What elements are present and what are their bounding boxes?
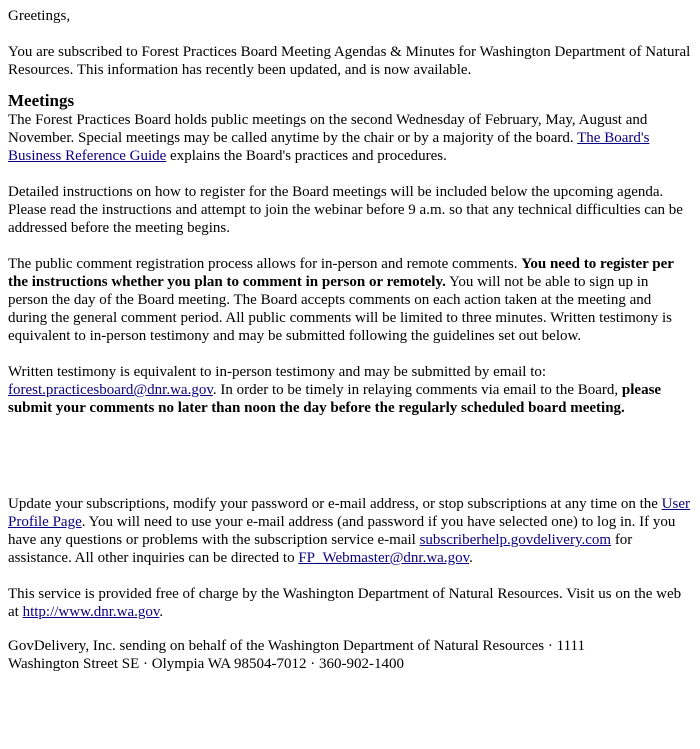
register-instructions-bold: You need to register per the instructions whether you plan to comment in person or remotely. <box>8 256 674 290</box>
update-text-mid: . You will need to use your e-mail address (and password if you have selected one) to log in. If you have any questions or problems with the subscription service e-mail <box>8 514 676 548</box>
sender-info <box>8 637 692 673</box>
meetings-heading: Meetings <box>8 91 75 110</box>
webmaster-email-link[interactable]: FP_Webmaster@dnr.wa.gov <box>298 550 470 566</box>
meetings-p3-before: The public comment registration process allows for in-person and remote comments. <box>8 256 522 272</box>
submission-deadline-bold: please submit your comments no later than noon the day before the regularly scheduled board meeting. <box>8 382 662 416</box>
blank-spacer <box>8 417 692 495</box>
meetings-paragraph-4 <box>8 363 692 417</box>
service-text-after: . <box>159 604 164 620</box>
board-email-link[interactable]: forest.practicesboard@dnr.wa.gov <box>8 382 213 398</box>
subscriber-help-link[interactable]: subscriberhelp.govdelivery.com <box>419 532 612 548</box>
meetings-p4-mid: . In order to be timely in relaying comments via email to the Board, <box>212 382 622 398</box>
webmaster-text-after: . <box>469 550 473 566</box>
greeting: Greetings, <box>8 8 71 24</box>
meetings-p1-after: explains the Board's practices and procedures. <box>166 148 447 164</box>
help-text-after: for assistance. All other inquiries can be directed to <box>8 532 633 566</box>
meetings-paragraph-2: Detailed instructions on how to register for the Board meetings will be included below the upcoming agenda. Please read the instructions and attempt to join the webinar before 9 a.m. so that any technical difficulties can be addressed before the meeting begins. <box>8 184 683 236</box>
business-reference-guide-link[interactable]: The Board's Business Reference Guide <box>8 130 650 164</box>
service-paragraph <box>8 585 692 621</box>
meetings-p1-text: The Forest Practices Board holds public meetings on the second Wednesday of February, May, August and November. Special meetings may be called anytime by the chair or by a majority of the board. <box>8 112 648 146</box>
sender-line-1: GovDelivery, Inc. sending on behalf of the Washington Department of Natural Resources · 1111 <box>8 638 585 654</box>
dnr-website-link[interactable]: http://www.dnr.wa.gov <box>22 604 160 620</box>
service-text-before: This service is provided free of charge by the Washington Department of Natural Resources. Visit us on the web at <box>8 586 682 620</box>
update-text-before: Update your subscriptions, modify your password or e-mail address, or stop subscriptions at any time on the <box>8 496 662 512</box>
subscription-paragraph <box>8 495 692 567</box>
meetings-p3-after: You will not be able to sign up in person the day of the Board meeting. The Board accepts comments on each action taken at the meeting and during the general comment period. All public comments will be limited to three minutes. Written testimony is equivalent to in-person testimony and may be submitted following the guidelines set out below. <box>8 274 672 344</box>
meetings-paragraph-1 <box>8 111 692 165</box>
sender-line-2: Washington Street SE · Olympia WA 98504-7012 · 360-902-1400 <box>8 656 404 672</box>
user-profile-link[interactable]: User Profile Page <box>8 496 690 530</box>
meetings-p4-before: Written testimony is equivalent to in-person testimony and may be submitted by email to: <box>8 364 547 380</box>
meetings-paragraph-3 <box>8 255 692 345</box>
intro-paragraph: You are subscribed to Forest Practices Board Meeting Agendas & Minutes for Washington Department of Natural Resources. This information has recently been updated, and is now available. <box>8 44 691 78</box>
